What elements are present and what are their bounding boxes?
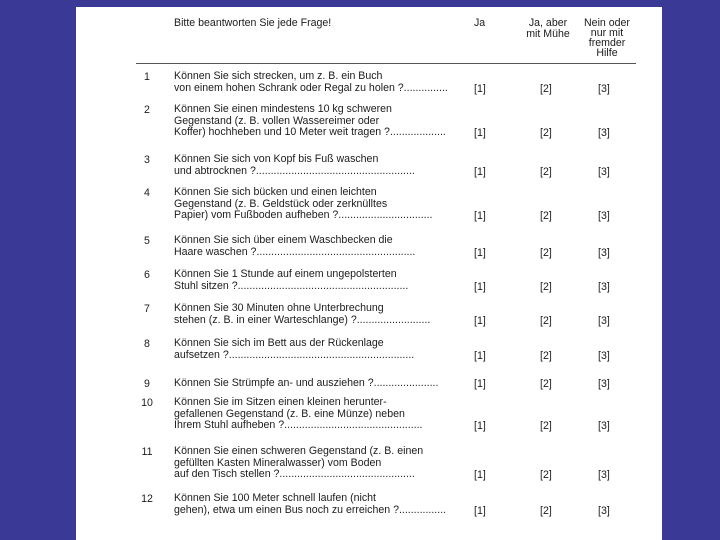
- question-line: Können Sie sich über einem Waschbecken die: [174, 235, 393, 246]
- question-line: Koffer) hochheben und 10 Meter weit tragen ?...................: [174, 127, 446, 139]
- answer-option-2[interactable]: [2]: [540, 246, 552, 259]
- answer-option-1[interactable]: [1]: [474, 420, 486, 433]
- answer-option-2[interactable]: [2]: [540, 504, 552, 517]
- answer-option-1[interactable]: [1]: [474, 469, 486, 482]
- question-text: [174, 378, 486, 390]
- question-number: 5: [144, 235, 150, 247]
- answer-option-2[interactable]: [2]: [540, 210, 552, 223]
- questionnaire-sheet: [76, 7, 662, 540]
- answer-option-2[interactable]: [2]: [540, 82, 552, 95]
- question-line: auf den Tisch stellen ?..............................................: [174, 469, 415, 481]
- header-instruction: Bitte beantworten Sie jede Frage!: [174, 17, 332, 29]
- question-number: 2: [144, 104, 150, 116]
- question-line: gehen), etwa um einen Bus noch zu erreichen ?................: [174, 504, 447, 516]
- question-line: stehen (z. B. in einer Warteschlange) ?.........................: [174, 314, 431, 326]
- question-number: 8: [144, 338, 150, 350]
- question-text: [174, 71, 486, 94]
- question-number: 10: [141, 397, 153, 409]
- answer-option-2[interactable]: [2]: [540, 469, 552, 482]
- question-line: Können Sie sich von Kopf bis Fuß waschen: [174, 154, 379, 165]
- question-text: [174, 269, 486, 292]
- question-text: [174, 235, 486, 258]
- question-number: 3: [144, 154, 150, 166]
- header-col-yes-with-effort: Ja, aber mit Mühe: [526, 17, 570, 40]
- answer-option-3[interactable]: [3]: [598, 280, 610, 293]
- header-col-no-or-help: Nein oder nur mit fremder Hilfe: [584, 17, 630, 59]
- question-line: von einem hohen Schrank oder Regal zu holen ?...............: [174, 82, 448, 94]
- answer-option-3[interactable]: [3]: [598, 210, 610, 223]
- answer-option-1[interactable]: [1]: [474, 127, 486, 140]
- question-line: und abtrocknen ?......................................................: [174, 165, 415, 177]
- answer-option-1[interactable]: [1]: [474, 378, 486, 390]
- question-line: Ihrem Stuhl aufheben ?...............................................: [174, 420, 423, 432]
- question-text: [174, 303, 486, 326]
- header-col-yes: Ja: [474, 17, 486, 29]
- question-number: 6: [144, 269, 150, 281]
- answer-option-2[interactable]: [2]: [540, 420, 552, 433]
- answer-option-1[interactable]: [1]: [474, 349, 486, 362]
- question-text: [174, 187, 486, 222]
- question-line: Können Sie 1 Stunde auf einem ungepolsterten: [174, 269, 397, 280]
- answer-option-2[interactable]: [2]: [540, 349, 552, 362]
- question-number: 12: [141, 493, 153, 505]
- answer-option-1[interactable]: [1]: [474, 82, 486, 95]
- answer-option-1[interactable]: [1]: [474, 210, 486, 223]
- answer-option-3[interactable]: [3]: [598, 349, 610, 362]
- question-line: Können Sie einen mindestens 10 kg schweren: [174, 104, 392, 115]
- answer-option-3[interactable]: [3]: [598, 127, 610, 140]
- question-line: gefallenen Gegenstand (z. B. eine Münze) neben: [174, 408, 405, 420]
- answer-option-3[interactable]: [3]: [598, 469, 610, 482]
- question-line: aufsetzen ?...............................................................: [174, 349, 415, 361]
- question-text: [174, 104, 486, 139]
- question-line: Papier) vom Fußboden aufheben ?................................: [174, 210, 433, 222]
- header-divider: [136, 63, 636, 64]
- question-number: 4: [144, 187, 150, 199]
- question-line: Können Sie sich im Bett aus der Rückenlage: [174, 338, 384, 349]
- question-line: Stuhl sitzen ?..........................................................: [174, 280, 409, 292]
- answer-option-2[interactable]: [2]: [540, 165, 552, 178]
- answer-option-1[interactable]: [1]: [474, 246, 486, 259]
- answer-option-1[interactable]: [1]: [474, 165, 486, 178]
- question-line: Gegenstand (z. B. vollen Wassereimer oder: [174, 115, 380, 127]
- answer-option-3[interactable]: [3]: [598, 82, 610, 95]
- answer-option-3[interactable]: [3]: [598, 314, 610, 327]
- answer-option-1[interactable]: [1]: [474, 504, 486, 517]
- question-number: 1: [144, 71, 150, 83]
- question-number: 7: [144, 303, 150, 315]
- answer-option-2[interactable]: [2]: [540, 314, 552, 327]
- answer-option-3[interactable]: [3]: [598, 246, 610, 259]
- answer-option-1[interactable]: [1]: [474, 280, 486, 293]
- question-text: [174, 397, 486, 432]
- answer-option-2[interactable]: [2]: [540, 280, 552, 293]
- question-line: Können Sie Strümpfe an- und ausziehen ?......................: [174, 378, 439, 389]
- question-line: Können Sie sich strecken, um z. B. ein Buch: [174, 71, 383, 82]
- answer-option-3[interactable]: [3]: [598, 165, 610, 178]
- question-text: [174, 493, 486, 516]
- question-line: Können Sie im Sitzen einen kleinen herunter-: [174, 397, 387, 408]
- question-line: Können Sie sich bücken und einen leichten: [174, 187, 377, 198]
- question-line: Können Sie einen schweren Gegenstand (z. B. einen: [174, 446, 424, 457]
- answer-option-2[interactable]: [2]: [540, 127, 552, 140]
- question-line: Haare waschen ?......................................................: [174, 246, 416, 258]
- answer-option-3[interactable]: [3]: [598, 420, 610, 433]
- question-number: 11: [141, 446, 153, 458]
- question-line: Gegenstand (z. B. Geldstück oder zerknülltes: [174, 198, 388, 210]
- question-text: [174, 154, 486, 177]
- answer-option-2[interactable]: [2]: [540, 378, 552, 390]
- question-text: [174, 446, 486, 481]
- question-line: Können Sie 30 Minuten ohne Unterbrechung: [174, 303, 384, 314]
- answer-option-3[interactable]: [3]: [598, 504, 610, 517]
- question-text: [174, 338, 486, 361]
- question-line: Können Sie 100 Meter schnell laufen (nicht: [174, 493, 376, 504]
- answer-option-3[interactable]: [3]: [598, 378, 610, 390]
- question-line: gefüllten Kasten Mineralwasser) vom Boden: [174, 457, 382, 469]
- question-number: 9: [144, 378, 150, 390]
- answer-option-1[interactable]: [1]: [474, 314, 486, 327]
